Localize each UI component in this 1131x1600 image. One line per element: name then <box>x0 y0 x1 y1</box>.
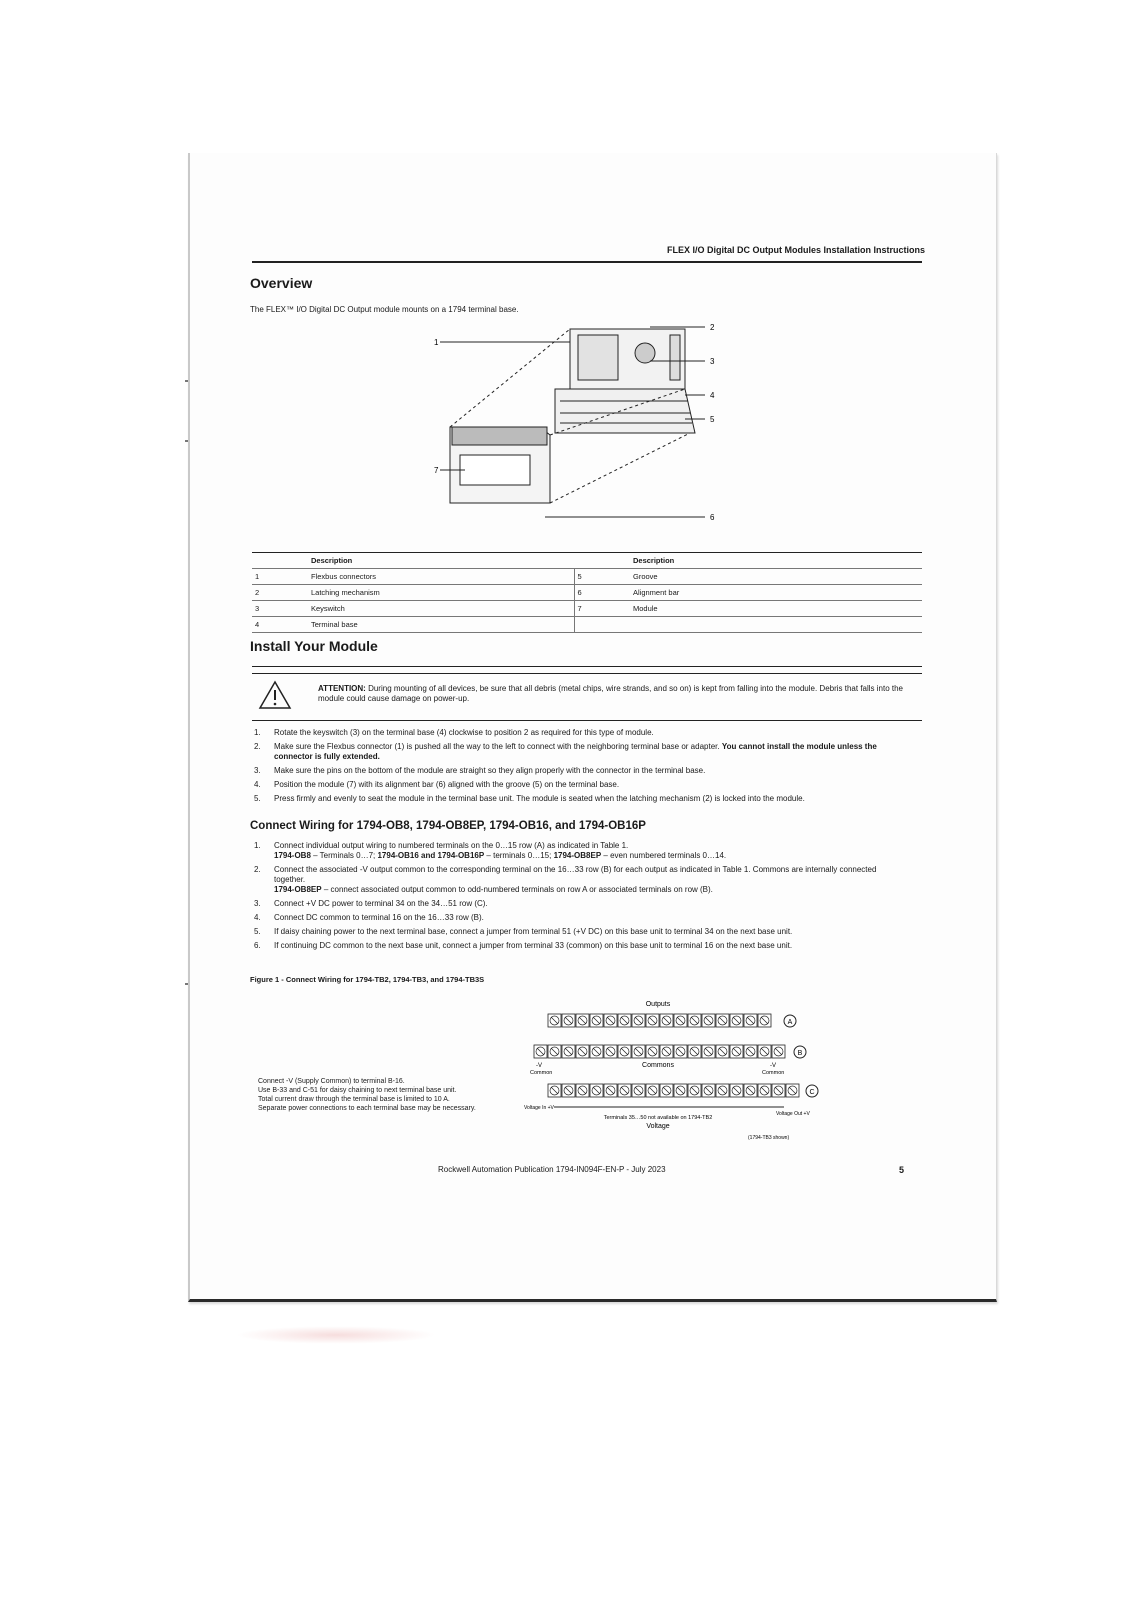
callout-2: 2 <box>710 323 715 332</box>
step-number: 3. <box>254 766 261 775</box>
wiring-steps <box>254 841 904 955</box>
step-text: Rotate the keyswitch (3) on the terminal base (4) clockwise to position 2 as required for this type of module. <box>274 728 654 737</box>
table-cell: 6 <box>574 585 630 601</box>
step-text <box>274 841 726 861</box>
running-header: FLEX I/O Digital DC Output Modules Installation Instructions <box>666 245 925 255</box>
row-b-label: B <box>797 1050 803 1057</box>
table-cell: 5 <box>574 569 630 585</box>
note-line: Total current draw through the terminal base is limited to 10 A. <box>258 1096 450 1103</box>
step-number: 3. <box>254 899 261 908</box>
callout-3: 3 <box>710 357 715 366</box>
table-cell: Module <box>630 601 922 617</box>
overview-heading: Overview <box>250 275 313 291</box>
outputs-label: Outputs <box>645 1001 671 1008</box>
wiring-diagram <box>524 997 830 1142</box>
terminals-note: Terminals 35…50 not available on 1794-TB2 <box>603 1115 713 1121</box>
desc-header-right: Description <box>630 553 922 569</box>
minus-v-right: -V <box>770 1063 776 1069</box>
voltage-in-label: Voltage In +V <box>524 1105 554 1111</box>
list-item <box>254 941 904 951</box>
table-cell: 3 <box>252 601 308 617</box>
terminal-row-a <box>548 1014 771 1027</box>
step-number: 5. <box>254 794 261 803</box>
figure-caption: Figure 1 - Connect Wiring for 1794-TB2, 1794-TB3, and 1794-TB3S <box>250 975 485 984</box>
step-number: 2. <box>254 865 261 874</box>
step-text: Connect +V DC power to terminal 34 on the 34…51 row (C). <box>274 899 488 908</box>
callout-4: 4 <box>710 391 715 400</box>
list-item <box>254 766 904 776</box>
step-number: 1. <box>254 841 261 850</box>
document-page <box>188 153 997 1302</box>
step-text: If continuing DC common to the next base unit, connect a jumper from terminal 33 (common) on this base unit to terminal 16 on the next base unit. <box>274 941 793 950</box>
callout-7: 7 <box>434 466 439 475</box>
note-line: Use B-33 and C-51 for daisy chaining to next terminal base unit. <box>258 1087 457 1094</box>
table-cell: Keyswitch <box>308 601 574 617</box>
commons-label: Commons <box>642 1062 674 1069</box>
table-cell: 4 <box>252 617 308 633</box>
step-sub-text: – even numbered terminals 0…14. <box>601 851 727 860</box>
overview-intro: The FLEX™ I/O Digital DC Output module mounts on a 1794 terminal base. <box>250 305 519 314</box>
step-text: If daisy chaining power to the next terminal base, connect a jumper from terminal 51 (+V DC) on this base unit to terminal 34 on the next base unit. <box>274 927 793 936</box>
attention-label: ATTENTION: <box>318 684 366 693</box>
table-cell: Latching mechanism <box>308 585 574 601</box>
list-item <box>254 780 904 790</box>
attention-box <box>252 673 922 721</box>
table-cell: 1 <box>252 569 308 585</box>
callout-5: 5 <box>710 415 715 424</box>
row-a-label: A <box>787 1019 793 1026</box>
list-item <box>254 913 904 923</box>
table-cell: Terminal base <box>308 617 574 633</box>
header-rule <box>252 261 922 263</box>
note-line: Separate power connections to each terminal base may be necessary. <box>258 1105 476 1112</box>
list-item <box>254 728 904 738</box>
minus-v-left: -V <box>536 1063 542 1069</box>
list-item <box>254 899 904 909</box>
step-text-main: Make sure the Flexbus connector (1) is pushed all the way to the left to connect with the neighboring terminal base or adapter. <box>274 742 720 751</box>
list-item <box>254 742 904 762</box>
step-sub-bold: 1794-OB16 and 1794-OB16P <box>377 851 485 860</box>
step-number: 4. <box>254 913 261 922</box>
table-row <box>252 601 922 617</box>
table-cell <box>630 617 922 633</box>
terminal-row-b <box>534 1045 785 1058</box>
voltage-out-label: Voltage Out +V <box>776 1111 810 1117</box>
terminal-row-c <box>548 1084 799 1097</box>
table-cell: 2 <box>252 585 308 601</box>
table-row <box>252 617 922 633</box>
step-number: 1. <box>254 728 261 737</box>
list-item <box>254 841 904 861</box>
step-text <box>274 865 904 895</box>
table-row <box>252 569 922 585</box>
step-number: 6. <box>254 941 261 950</box>
table-cell: Alignment bar <box>630 585 922 601</box>
step-text: Press firmly and evenly to seat the module in the terminal base unit. The module is seated when the latching mechanism (2) is locked into the module. <box>274 794 805 803</box>
table-row <box>252 585 922 601</box>
shown-note: (1794-TB3 shown) <box>748 1135 790 1141</box>
warning-triangle-icon <box>258 680 292 710</box>
list-item <box>254 794 904 804</box>
wiring-heading: Connect Wiring for 1794-OB8, 1794-OB8EP, 1794-OB16, and 1794-OB16P <box>250 820 646 832</box>
step-text: Connect DC common to terminal 16 on the 16…33 row (B). <box>274 913 484 922</box>
section-rule <box>252 666 922 667</box>
step-sub-text: – Terminals 0…7; <box>310 851 378 860</box>
callout-6: 6 <box>710 513 715 522</box>
step-text-bold: You cannot install the module unless the connector is fully extended. <box>274 742 877 761</box>
step-sub-bold: 1794-OB8EP <box>553 851 602 860</box>
step-number: 2. <box>254 742 261 751</box>
step-sub-bold: 1794-OB8EP <box>274 885 322 894</box>
list-item <box>254 927 904 937</box>
common-left: Common <box>530 1070 553 1076</box>
callout-1: 1 <box>434 338 439 347</box>
table-cell: Flexbus connectors <box>308 569 574 585</box>
attention-body: During mounting of all devices, be sure that all debris (metal chips, wire strands, and so on) is kept from falling into the module. Debris that falls into the module could cause damage on power-up. <box>318 684 904 703</box>
wiring-note <box>258 1077 476 1113</box>
voltage-label: Voltage <box>646 1123 670 1130</box>
install-steps <box>254 728 904 808</box>
install-heading: Install Your Module <box>250 638 378 654</box>
table-cell: Groove <box>630 569 922 585</box>
module-mounting-diagram <box>420 315 740 530</box>
page-number: 5 <box>898 1165 904 1175</box>
table-cell <box>574 617 630 633</box>
note-line: Connect -V (Supply Common) to terminal B-16. <box>258 1078 405 1085</box>
step-sub-text: – connect associated output common to odd-numbered terminals on row A or associated terminals on row (B). <box>321 885 713 894</box>
footer-publication: Rockwell Automation Publication 1794-IN094F-EN-P - July 2023 <box>438 1165 666 1174</box>
ink-smudge <box>236 1326 436 1344</box>
step-text: Make sure the pins on the bottom of the module are straight so they align properly with the connector in the terminal base. <box>274 766 706 775</box>
table-cell: 7 <box>574 601 630 617</box>
desc-header-left: Description <box>308 553 574 569</box>
step-text: Position the module (7) with its alignment bar (6) aligned with the groove (5) on the terminal base. <box>274 780 620 789</box>
step-number: 5. <box>254 927 261 936</box>
list-item <box>254 865 904 895</box>
attention-text <box>318 684 908 704</box>
step-text <box>274 742 904 762</box>
step-text-main: Connect the associated -V output common to the corresponding terminal on the 16…33 row (B) for each output as indicated in Table 1. Commons are internally connected together. <box>274 865 877 884</box>
row-c-label: C <box>809 1089 815 1096</box>
common-right: Common <box>762 1070 785 1076</box>
step-number: 4. <box>254 780 261 789</box>
step-sub-bold: 1794-OB8 <box>274 851 311 860</box>
step-sub-text: – terminals 0…15; <box>484 851 554 860</box>
step-text-main: Connect individual output wiring to numbered terminals on the 0…15 row (A) as indicated in Table 1. <box>274 841 629 850</box>
description-table <box>252 552 922 633</box>
